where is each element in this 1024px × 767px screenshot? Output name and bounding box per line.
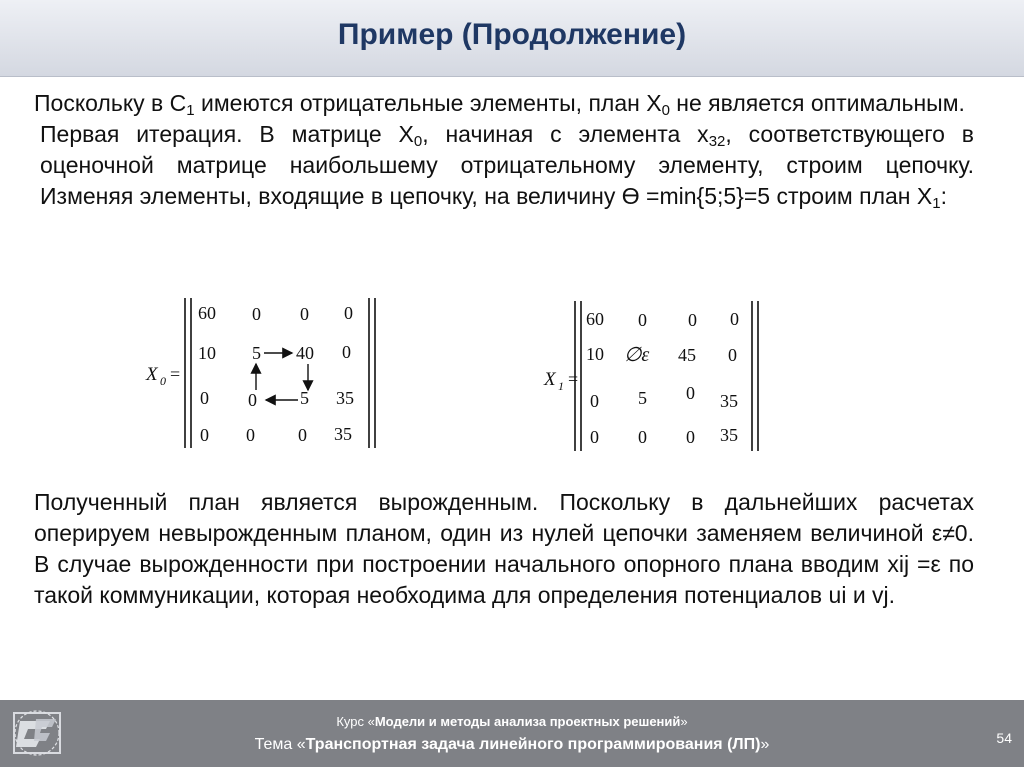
- matrix-x1-cells: [586, 309, 739, 447]
- topic-line: Тема «Транспортная задача линейного программирования (ЛП)»: [254, 736, 770, 753]
- page-number: 54: [996, 730, 1012, 746]
- matrix-x0-cell: 10: [198, 343, 216, 363]
- matrix-x1-cell: 60: [586, 309, 604, 329]
- matrix-x0-cell: 0: [248, 390, 257, 410]
- matrix-x0: [140, 292, 390, 452]
- matrix-x0-cell: 5: [300, 388, 309, 408]
- matrix-x0-label-sub: 0: [160, 374, 166, 388]
- matrix-x0-cell: 60: [198, 303, 216, 323]
- matrix-x0-cell: 0: [298, 425, 307, 445]
- institution-logo: [6, 705, 68, 763]
- paragraph-3: Полученный план является вырожденным. Поскольку в дальнейших расчетах оперируем невырожденным планом, один из нулей цепочки заменяем величиной ε≠0. В случае вырожденности при построении начального опорного плана вводим xij =ε по такой коммуникации, которая необходима для определения потенциалов ui и vj.: [34, 489, 974, 608]
- matrix-x1-label-sub: 1: [558, 379, 564, 393]
- matrix-x0-cell: 35: [334, 424, 352, 444]
- slide-title: Пример (Продолжение): [337, 18, 687, 51]
- paragraph-1: Поскольку в $С_1$ имеются отрицательные элементы, план $Х_0$ не является оптимальным.: [34, 90, 965, 119]
- matrix-x0-cell: 0: [300, 304, 309, 324]
- matrix-x0-cell: 40: [296, 343, 314, 363]
- matrix-x0-label: X: [146, 364, 158, 385]
- matrix-x0-equals: =: [170, 364, 181, 384]
- paragraph-2: Первая итерация. В матрице $Х_0$, начиная с элемента $x_{32}$, соответствующего в оценочной матрице наибольшему отрицательному элементу, строим цепочку. Изменяя элементы, входящие в цепочку, на величину Ө =min{5;5}=5 строим план $Х_1$:: [40, 121, 974, 212]
- conclusion-text: [34, 487, 974, 611]
- matrix-x1-cell: 0: [638, 310, 647, 330]
- matrix-x0-cell: 0: [200, 388, 209, 408]
- slide-footer: [0, 700, 1024, 767]
- matrix-x1-cell: 5: [638, 388, 647, 408]
- matrix-x1-figure: [540, 297, 780, 457]
- matrix-x0-cell: 0: [344, 303, 353, 323]
- matrix-x0-cells: [198, 303, 354, 445]
- matrix-x1-cell: 35: [720, 391, 738, 411]
- course-line: Курс «Модели и методы анализа проектных решений»: [336, 714, 688, 729]
- matrix-x0-cell: 0: [252, 304, 261, 324]
- matrix-x1-cell: 10: [586, 344, 604, 364]
- matrix-x0-cell: 0: [342, 342, 351, 362]
- matrix-x1-cell: 0: [590, 427, 599, 447]
- matrix-x1-cell: 0: [686, 427, 695, 447]
- matrix-x1-cell: 0: [730, 309, 739, 329]
- matrix-x1-cell: 0: [686, 383, 695, 403]
- intro-text: [34, 88, 974, 212]
- matrix-x1: [540, 297, 780, 457]
- matrix-x1-cell: 0: [590, 391, 599, 411]
- matrix-x0-cell: 0: [200, 425, 209, 445]
- matrix-x0-cell: 5: [252, 343, 261, 363]
- matrix-x1-cell: ∅ε: [624, 344, 650, 366]
- matrix-x1-cell: 0: [728, 345, 737, 365]
- matrix-x1-label: X: [544, 369, 556, 390]
- matrix-x1-equals: =: [568, 369, 579, 389]
- slide-header: [0, 0, 1024, 77]
- matrix-x1-cell: 0: [688, 310, 697, 330]
- matrix-x1-cell: 0: [638, 427, 647, 447]
- matrix-x1-cell: 35: [720, 425, 738, 445]
- matrix-x1-cell: 45: [678, 345, 696, 365]
- matrix-x0-figure: [140, 292, 390, 452]
- matrix-x0-cell: 35: [336, 388, 354, 408]
- matrix-x0-cell: 0: [246, 425, 255, 445]
